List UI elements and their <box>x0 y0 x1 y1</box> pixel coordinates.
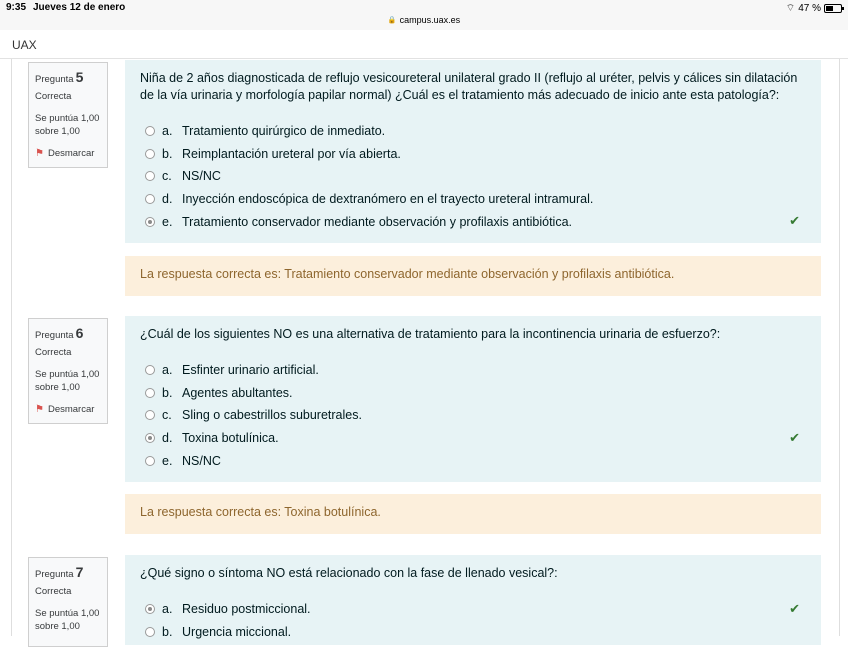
lock-icon: 🔒 <box>387 17 397 24</box>
answer-letter: d. <box>162 431 173 446</box>
question-grade: Se puntúa 1,00 sobre 1,00 <box>35 113 100 137</box>
answer-text: NS/NC <box>182 453 221 468</box>
answer-option[interactable] <box>140 188 806 211</box>
unflag-link[interactable] <box>35 404 101 415</box>
radio-button[interactable] <box>145 194 155 204</box>
address-url: campus.uax.es <box>399 15 461 25</box>
answer-option-selected[interactable] <box>140 427 806 450</box>
radio-button[interactable] <box>145 126 155 136</box>
answer-text: Tratamiento quirúrgico de inmediato. <box>182 124 386 139</box>
unflag-link[interactable] <box>35 148 101 159</box>
answer-letter: a. <box>162 124 173 139</box>
question-text: ¿Cuál de los siguientes NO es una alternativa de tratamiento para la incontinencia urinaria de esfuerzo?: <box>140 327 721 341</box>
question-text: Niña de 2 años diagnosticada de reflujo vesicoureteral unilateral grado II (reflujo al uréter, pelvis y cálices sin dilatación de la vía urinaria y morfología papilar normal) ¿Cuál es el tratamiento más adecuado de inicio ante esta patología?: <box>140 71 798 102</box>
answer-option-selected[interactable] <box>140 210 806 233</box>
question-state: Correcta <box>35 91 72 102</box>
answer-text: Residuo postmiccional. <box>182 602 311 617</box>
quiz-review-page <box>11 59 840 639</box>
answer-letter: a. <box>162 602 173 617</box>
answer-text: Sling o cabestrillos suburetrales. <box>182 408 362 423</box>
question-formulation <box>125 555 821 645</box>
question-state: Correcta <box>35 586 72 597</box>
radio-button[interactable] <box>145 627 155 637</box>
answer-letter: b. <box>162 624 173 639</box>
answer-list <box>140 359 806 472</box>
status-indicators <box>786 2 842 15</box>
answer-text: Esfinter urinario artificial. <box>182 363 319 378</box>
unflag-label: Desmarcar <box>47 148 95 159</box>
question-info <box>28 557 108 647</box>
question-label: Pregunta <box>35 569 74 580</box>
question-formulation <box>125 60 821 243</box>
unflag-label: Desmarcar <box>47 404 95 415</box>
site-header <box>0 30 848 59</box>
radio-button[interactable] <box>145 456 155 466</box>
answer-list <box>140 598 806 643</box>
correct-check-icon: ✔ <box>789 429 800 445</box>
radio-button-checked[interactable] <box>145 604 155 614</box>
answer-text: Tratamiento conservador mediante observación y profilaxis antibiótica. <box>182 214 573 229</box>
question-label: Pregunta <box>35 74 74 85</box>
radio-button[interactable] <box>145 410 155 420</box>
correct-check-icon: ✔ <box>789 601 800 616</box>
answer-option[interactable] <box>140 404 806 427</box>
question-number: 7 <box>75 564 84 580</box>
answer-text: Reimplantación ureteral por vía abierta. <box>182 146 401 161</box>
radio-button[interactable] <box>145 171 155 181</box>
question-info <box>28 318 108 424</box>
answer-list <box>140 120 806 233</box>
answer-option[interactable] <box>140 449 806 472</box>
answer-letter: e. <box>162 214 173 229</box>
flag-icon: ⚑ <box>35 404 44 415</box>
question-formulation <box>125 316 821 482</box>
correct-answer-feedback: La respuesta correcta es: Tratamiento conservador mediante observación y profilaxis antibiótica. <box>125 256 821 296</box>
answer-option[interactable] <box>140 382 806 405</box>
answer-text: Urgencia miccional. <box>182 624 292 639</box>
answer-text: Agentes abultantes. <box>182 385 293 400</box>
question-grade: Se puntúa 1,00 sobre 1,00 <box>35 369 100 393</box>
status-time: 9:35 <box>6 2 27 13</box>
question-grade: Se puntúa 1,00 sobre 1,00 <box>35 608 100 632</box>
question-info <box>28 62 108 168</box>
radio-button[interactable] <box>145 365 155 375</box>
answer-option[interactable] <box>140 621 806 644</box>
wifi-icon: ⌔ <box>785 3 796 14</box>
answer-letter: b. <box>162 146 173 161</box>
question-state: Correcta <box>35 347 72 358</box>
answer-text: Toxina botulínica. <box>182 431 279 446</box>
radio-button[interactable] <box>145 388 155 398</box>
correct-check-icon: ✔ <box>789 213 800 229</box>
status-date: Jueves 12 de enero <box>33 2 126 13</box>
answer-text: Inyección endoscópica de dextranómero en el trayecto ureteral intramural. <box>182 192 594 207</box>
battery-percent: 47 % <box>798 3 821 14</box>
answer-letter: b. <box>162 385 173 400</box>
question-text: ¿Qué signo o síntoma NO está relacionado con la fase de llenado vesical?: <box>140 566 558 580</box>
correct-answer-feedback: La respuesta correcta es: Toxina botulínica. <box>125 494 821 534</box>
answer-letter: c. <box>162 169 172 184</box>
answer-text: NS/NC <box>182 169 221 184</box>
question-number: 6 <box>75 325 84 341</box>
answer-letter: a. <box>162 363 173 378</box>
question-number: 5 <box>75 69 84 85</box>
address-bar[interactable] <box>0 15 848 25</box>
answer-letter: d. <box>162 192 173 207</box>
ios-status-bar <box>0 0 848 30</box>
answer-option[interactable] <box>140 359 806 382</box>
answer-option[interactable] <box>140 143 806 166</box>
answer-letter: e. <box>162 453 173 468</box>
radio-button-checked[interactable] <box>145 433 155 443</box>
question-label: Pregunta <box>35 330 74 341</box>
answer-option[interactable] <box>140 120 806 143</box>
battery-icon <box>824 4 842 13</box>
radio-button[interactable] <box>145 149 155 159</box>
brand-link[interactable]: UAX <box>12 38 37 52</box>
answer-letter: c. <box>162 408 172 423</box>
flag-icon: ⚑ <box>35 148 44 159</box>
answer-option-selected[interactable] <box>140 598 806 621</box>
answer-option[interactable] <box>140 165 806 188</box>
radio-button-checked[interactable] <box>145 217 155 227</box>
